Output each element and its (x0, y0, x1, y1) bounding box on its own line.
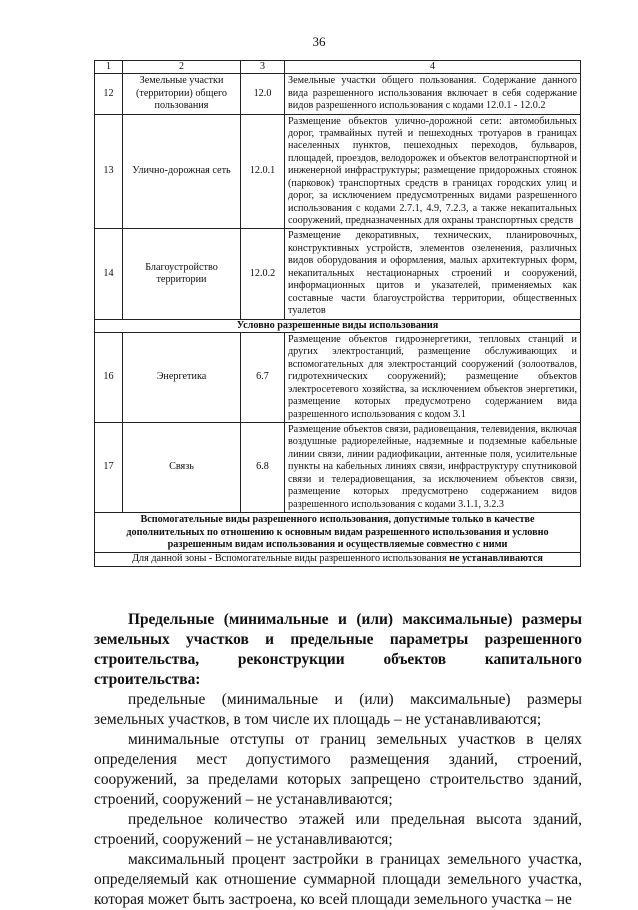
section-conditional-title: Условно разрешенные виды использования (95, 319, 581, 332)
table-row (95, 229, 581, 319)
use-code: 12.0 (241, 74, 285, 114)
aux-zone-row (95, 553, 581, 566)
use-name: Улично-дорожная сеть (123, 114, 241, 229)
use-name: Энергетика (123, 332, 241, 422)
aux-section-row (95, 513, 581, 553)
parameter-paragraph: максимальный процент застройки в границах земельного участка, определяемый как отношение суммарной площади земельного участка, которая может быть застроена, ко всей площади земельного участка – не (94, 851, 582, 908)
use-code: 12.0.1 (241, 114, 285, 229)
row-number: 17 (95, 423, 123, 513)
row-number: 12 (95, 74, 123, 114)
use-description: Земельные участки общего пользования. Содержание данного вида разрешенного использования включает в себя содержание видов разрешенного использования с кодами 12.0.1 - 12.0.2 (285, 74, 581, 114)
aux-zone-note (95, 553, 581, 566)
table-row (95, 423, 581, 513)
use-description: Размещение объектов гидроэнергетики, тепловых станций и других электростанций, размещение обслуживающих и вспомогательных для электростанций сооружений (золоотвалов, гидротехнических сооружений); размещение объектов электросетевого хозяйства, за исключением объектов энергетики, размещение которых предусмотрено содержанием вида разрешенного использования с кодом 3.1 (285, 332, 581, 422)
land-use-table (94, 60, 581, 567)
use-name: Земельные участки (территории) общего пользования (123, 74, 241, 114)
use-description: Размещение декоративных, технических, планировочных, конструктивных устройств, элементов озеленения, различных видов оборудования и оформления, малых архитектурных форм, некапитальных нестационарных строений и сооружений, информационных щитов и указателей, применяемых как составные части благоустройства территории, общественных туалетов (285, 229, 581, 319)
use-code: 6.8 (241, 423, 285, 513)
aux-section-title: Вспомогательные виды разрешенного использования, допустимые только в качестве дополнительных по отношению к основным видам разрешенного использования и условно разрешенным видам использования и осуществляемые совместно с ними (95, 513, 581, 553)
use-name: Связь (123, 423, 241, 513)
table-row (95, 114, 581, 229)
parameters-section (94, 610, 582, 910)
aux-zone-prefix: Для данной зоны - Вспомогательные виды разрешенного использования (132, 553, 450, 565)
table-header-row (95, 61, 581, 74)
header-col-1: 1 (95, 61, 123, 74)
use-description: Размещение объектов улично-дорожной сети: автомобильных дорог, трамвайных путей и пешеходных тротуаров в границах населенных пунктов, пешеходных переходов, бульваров, площадей, проездов, велодорожек и объектов велотранспортной и инженерной инфраструктуры; размещение придорожных стоянок (парковок) транспортных средств в границах городских улиц и дорог, за исключением предусмотренных видами разрешенного использования с кодами 2.7.1, 4.9, 7.2.3, а также некапитальных сооружений, предназначенных для охраны транспортных средств (285, 114, 581, 229)
header-col-3: 3 (241, 61, 285, 74)
use-code: 6.7 (241, 332, 285, 422)
row-number: 16 (95, 332, 123, 422)
parameter-paragraph: минимальные отступы от границ земельных участков в целях определения мест допустимого размещения зданий, строений, сооружений, за пределами которых запрещено строительство зданий, строений, сооружений – не устанавливаются; (94, 731, 582, 808)
use-code: 12.0.2 (241, 229, 285, 319)
page-number: 36 (312, 34, 326, 49)
parameter-paragraph: предельное количество этажей или предельная высота зданий, строений, сооружений – не устанавливаются; (94, 811, 582, 848)
header-col-4: 4 (285, 61, 581, 74)
parameters-heading: Предельные (минимальные и (или) максимальные) размеры земельных участков и предельные параметры разрешенного строительства, реконструкции объектов капитального строительства: (94, 611, 582, 688)
section-header-row (95, 319, 581, 332)
use-description: Размещение объектов связи, радиовещания, телевидения, включая воздушные радиорелейные, надземные и подземные кабельные линии связи, линии радиофикации, антенные поля, усилительные пункты на кабельных линиях связи, инфраструктуру спутниковой связи и телерадиовещания, за исключением объектов связи, размещение которых предусмотрено содержанием видов разрешенного использования с кодами 3.1.1, 3.2.3 (285, 423, 581, 513)
parameter-paragraph: предельные (минимальные и (или) максимальные) размеры земельных участков, в том числе их площадь – не устанавливаются; (94, 691, 582, 728)
table-row (95, 74, 581, 114)
row-number: 13 (95, 114, 123, 229)
row-number: 14 (95, 229, 123, 319)
aux-zone-status: не устанавливаются (449, 553, 543, 565)
table-row (95, 332, 581, 422)
header-col-2: 2 (123, 61, 241, 74)
use-name: Благоустройство территории (123, 229, 241, 319)
